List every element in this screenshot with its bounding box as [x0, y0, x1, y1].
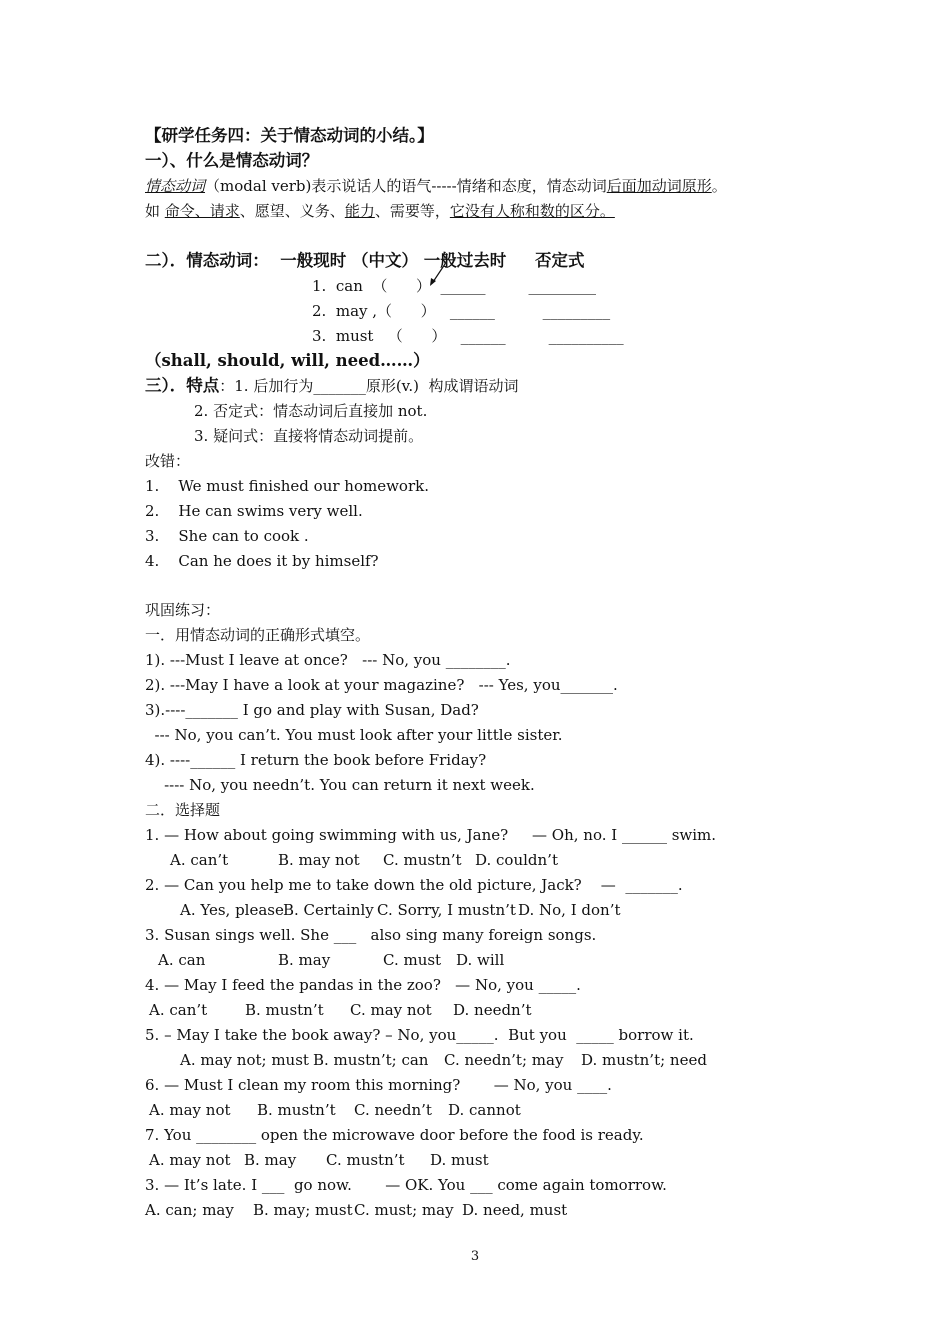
definition-text: （modal verb)表示说话人的语气-----情绪和态度，情态动词: [205, 177, 607, 195]
definition2-a: 如: [145, 202, 165, 220]
choice-option: D. needn’t: [453, 1001, 532, 1019]
choice-option: C. must: [383, 951, 442, 969]
choice-option: D. need, must: [462, 1201, 568, 1219]
correction-item: 3. She can to cook .: [145, 527, 309, 545]
correction-item: 2. He can swims very well.: [145, 502, 363, 520]
choice-option: A. may not; must: [180, 1051, 309, 1069]
fill-item: --- No, you can’t. You must look after your little sister.: [145, 726, 563, 744]
modal-row-must: 3. must （ ） ______ __________: [312, 327, 624, 345]
choice-option: A. may not: [149, 1101, 231, 1119]
choice-question: 4. — May I feed the pandas in the zoo? — No, you _____.: [145, 976, 581, 994]
fill-title: 一．用情态动词的正确形式填空。: [145, 626, 371, 644]
choice-option: C. mustn’t: [383, 851, 462, 869]
choice-option: C. may not: [350, 1001, 432, 1019]
choice-option: A. can: [158, 951, 206, 969]
correction-item: 4. Can he does it by himself?: [145, 552, 379, 570]
part2-heading: 二）．情态动词： 一般现时 （中文） 一般过去时 否定式: [145, 251, 585, 270]
definition2-d: 能力: [344, 202, 375, 220]
feature-3: 3. 疑问式：直接将情态动词提前。: [194, 427, 424, 445]
choice-option: B. may: [244, 1151, 297, 1169]
feature-2: 2. 否定式：情态动词后直接加 not.: [194, 402, 428, 420]
correction-item: 1. We must finished our homework.: [145, 477, 429, 495]
definition-end: 。: [711, 177, 727, 195]
choice-option: C. Sorry, I mustn’t: [377, 901, 516, 919]
choice-option: A. can’t: [149, 1001, 208, 1019]
choice-question: 3. — It’s late. I ___ go now. — OK. You ___ come again tomorrow.: [145, 1176, 667, 1194]
definition2-c: 、愿望、义务、: [239, 202, 345, 220]
choice-question: 3. Susan sings well. She ___ also sing many foreign songs.: [145, 926, 597, 944]
part1-heading: 一）、什么是情态动词？: [145, 151, 319, 170]
choice-option: C. needn’t: [354, 1101, 432, 1119]
section-title: 【研学任务四：关于情态动词的小结。】: [145, 126, 434, 145]
other-modals: （shall, should, will, need……）: [145, 351, 430, 370]
choice-option: C. must; may: [354, 1201, 454, 1219]
choice-option: C. needn’t; may: [444, 1051, 564, 1069]
fill-item: 1). ---Must I leave at once? --- No, you ________.: [145, 651, 511, 669]
definition-line-2: [145, 201, 615, 221]
choice-option: D. must: [430, 1151, 489, 1169]
choice-option: B. may: [278, 951, 331, 969]
choice-question: 7. You ________ open the microwave door before the food is ready.: [145, 1126, 644, 1144]
choice-option: A. Yes, please: [180, 901, 284, 919]
fill-item: 3).----_______ I go and play with Susan, Dad?: [145, 701, 479, 719]
definition-line-1: [145, 176, 727, 196]
modal-row-may: 2. may ,（ ） ______ _________: [312, 302, 611, 320]
choice-question: 1. — How about going swimming with us, Jane? — Oh, no. I ______ swim.: [145, 826, 717, 844]
choice-question: 6. — Must I clean my room this morning? — No, you ____.: [145, 1076, 612, 1094]
choice-title: 二．选择题: [145, 801, 221, 819]
part3-heading: 三）．特点: [145, 376, 220, 395]
choice-option: D. couldn’t: [475, 851, 558, 869]
choice-option: A. may not: [149, 1151, 231, 1169]
choice-option: B. may not: [278, 851, 360, 869]
definition-underlined: 后面加动词原形: [606, 177, 712, 195]
choice-option: B. mustn’t: [245, 1001, 324, 1019]
part3-line-1: [145, 376, 519, 396]
page-number: 3: [470, 1249, 480, 1264]
practice-title: 巩固练习：: [145, 601, 221, 619]
choice-question: 2. — Can you help me to take down the old picture, Jack? — _______.: [145, 876, 683, 894]
choice-option: B. may; must: [253, 1201, 353, 1219]
choice-option: A. can’t: [170, 851, 229, 869]
choice-question: 5. – May I take the book away? – No, you_____. But you _____ borrow it.: [145, 1026, 694, 1044]
choice-option: C. mustn’t: [326, 1151, 405, 1169]
choice-option: B. mustn’t: [257, 1101, 336, 1119]
definition2-f: 它没有人称和数的区分。: [449, 202, 615, 220]
fill-item: 2). ---May I have a look at your magazine? --- Yes, you_______.: [145, 676, 618, 694]
choice-option: D. mustn’t; need: [581, 1051, 707, 1069]
fill-item: 4). ----______ I return the book before Friday?: [145, 751, 487, 769]
feature-1: ：1. 后加行为_______原形(v.) 构成谓语动词: [219, 377, 519, 395]
definition2-b: 命令、请求: [164, 202, 240, 220]
choice-option: D. will: [456, 951, 505, 969]
choice-option: A. can; may: [145, 1201, 234, 1219]
definition2-e: 、需要等，: [374, 202, 450, 220]
modal-row-can: 1. can （ ） ______ _________: [312, 277, 596, 295]
term-modal-verb: 情态动词: [145, 177, 206, 195]
choice-option: D. No, I don’t: [518, 901, 621, 919]
correction-title: 改错：: [145, 452, 191, 470]
choice-option: B. Certainly: [283, 901, 374, 919]
choice-option: B. mustn’t; can: [313, 1051, 429, 1069]
fill-item: ---- No, you needn’t. You can return it next week.: [145, 776, 535, 794]
choice-option: D. cannot: [448, 1101, 521, 1119]
